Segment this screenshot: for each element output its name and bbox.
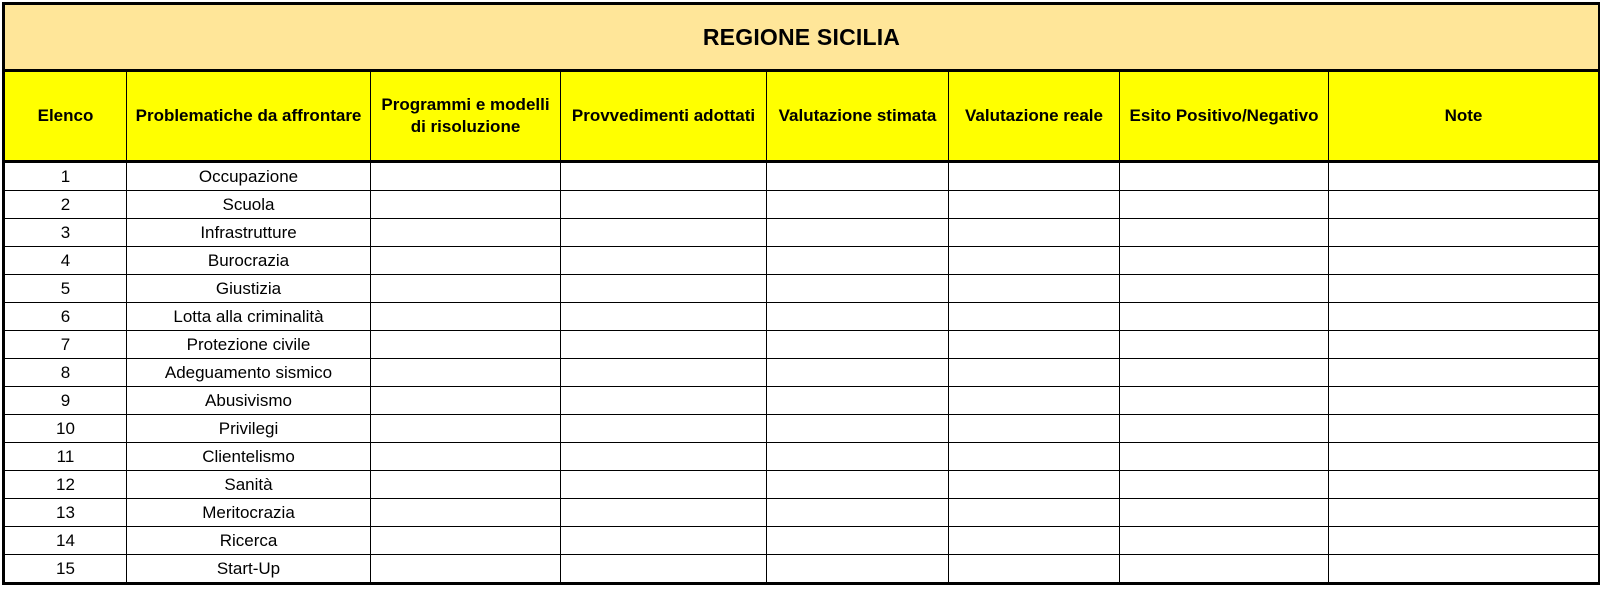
cell-provvedimenti[interactable]	[561, 443, 767, 471]
cell-esito[interactable]	[1120, 555, 1329, 584]
cell-note[interactable]	[1329, 359, 1600, 387]
table-row	[4, 275, 1600, 303]
cell-valutazione-stimata[interactable]	[767, 499, 949, 527]
cell-note[interactable]	[1329, 191, 1600, 219]
cell-valutazione-reale[interactable]	[949, 443, 1120, 471]
cell-elenco[interactable]: 15	[4, 555, 127, 584]
cell-problematica[interactable]: Sanità	[127, 471, 371, 499]
cell-provvedimenti[interactable]	[561, 387, 767, 415]
cell-problematica[interactable]: Infrastrutture	[127, 219, 371, 247]
cell-provvedimenti[interactable]	[561, 191, 767, 219]
table-row	[4, 303, 1600, 331]
cell-elenco[interactable]: 3	[4, 219, 127, 247]
cell-problematica[interactable]: Protezione civile	[127, 331, 371, 359]
header-row	[4, 71, 1600, 162]
cell-esito[interactable]	[1120, 415, 1329, 443]
cell-problematica[interactable]: Burocrazia	[127, 247, 371, 275]
cell-programmi[interactable]	[371, 162, 561, 191]
cell-esito[interactable]	[1120, 219, 1329, 247]
cell-valutazione-stimata[interactable]	[767, 359, 949, 387]
cell-elenco[interactable]: 1	[4, 162, 127, 191]
cell-note[interactable]	[1329, 247, 1600, 275]
cell-elenco[interactable]: 2	[4, 191, 127, 219]
cell-valutazione-stimata[interactable]	[767, 191, 949, 219]
cell-provvedimenti[interactable]	[561, 247, 767, 275]
cell-valutazione-reale[interactable]	[949, 247, 1120, 275]
table-row	[4, 527, 1600, 555]
table-row	[4, 387, 1600, 415]
table-row	[4, 415, 1600, 443]
cell-note[interactable]	[1329, 303, 1600, 331]
cell-esito[interactable]	[1120, 275, 1329, 303]
cell-valutazione-reale[interactable]	[949, 471, 1120, 499]
cell-problematica[interactable]: Occupazione	[127, 162, 371, 191]
cell-programmi[interactable]	[371, 303, 561, 331]
cell-esito[interactable]	[1120, 443, 1329, 471]
cell-note[interactable]	[1329, 555, 1600, 584]
cell-elenco[interactable]: 10	[4, 415, 127, 443]
header-label: Programmi e modelli di risoluzione	[381, 95, 550, 136]
cell-valutazione-reale[interactable]	[949, 359, 1120, 387]
cell-valutazione-stimata[interactable]	[767, 247, 949, 275]
cell-valutazione-stimata[interactable]	[767, 471, 949, 499]
cell-elenco[interactable]: 12	[4, 471, 127, 499]
cell-problematica[interactable]: Adeguamento sismico	[127, 359, 371, 387]
header-esito[interactable]	[1120, 71, 1329, 162]
table-row	[4, 162, 1600, 191]
cell-esito[interactable]	[1120, 359, 1329, 387]
cell-note[interactable]	[1329, 219, 1600, 247]
cell-elenco[interactable]: 5	[4, 275, 127, 303]
cell-provvedimenti[interactable]	[561, 415, 767, 443]
cell-problematica[interactable]: Clientelismo	[127, 443, 371, 471]
cell-valutazione-reale[interactable]	[949, 387, 1120, 415]
cell-valutazione-reale[interactable]	[949, 219, 1120, 247]
cell-provvedimenti[interactable]	[561, 527, 767, 555]
cell-programmi[interactable]	[371, 471, 561, 499]
cell-note[interactable]	[1329, 499, 1600, 527]
cell-provvedimenti[interactable]	[561, 499, 767, 527]
cell-provvedimenti[interactable]	[561, 471, 767, 499]
cell-valutazione-reale[interactable]	[949, 555, 1120, 584]
cell-programmi[interactable]	[371, 443, 561, 471]
header-label: Provvedimenti adottati	[571, 106, 756, 125]
header-label: Valutazione stimata	[778, 106, 937, 125]
cell-provvedimenti[interactable]	[561, 359, 767, 387]
cell-programmi[interactable]	[371, 331, 561, 359]
cell-valutazione-stimata[interactable]	[767, 443, 949, 471]
cell-problematica[interactable]: Ricerca	[127, 527, 371, 555]
cell-programmi[interactable]	[371, 555, 561, 584]
cell-provvedimenti[interactable]	[561, 331, 767, 359]
cell-programmi[interactable]	[371, 219, 561, 247]
cell-programmi[interactable]	[371, 247, 561, 275]
cell-valutazione-stimata[interactable]	[767, 387, 949, 415]
cell-esito[interactable]	[1120, 331, 1329, 359]
cell-esito[interactable]	[1120, 499, 1329, 527]
header-label: Elenco	[37, 106, 94, 125]
cell-valutazione-stimata[interactable]	[767, 162, 949, 191]
cell-problematica[interactable]: Meritocrazia	[127, 499, 371, 527]
cell-provvedimenti[interactable]	[561, 555, 767, 584]
cell-note[interactable]	[1329, 471, 1600, 499]
table-row	[4, 555, 1600, 584]
cell-programmi[interactable]	[371, 499, 561, 527]
cell-programmi[interactable]	[371, 415, 561, 443]
cell-problematica[interactable]: Lotta alla criminalità	[127, 303, 371, 331]
header-label: Note	[1444, 106, 1483, 125]
table-row	[4, 499, 1600, 527]
region-table	[2, 2, 1600, 585]
cell-problematica[interactable]: Giustizia	[127, 275, 371, 303]
cell-programmi[interactable]	[371, 191, 561, 219]
header-elenco[interactable]	[4, 71, 127, 162]
cell-note[interactable]	[1329, 387, 1600, 415]
header-programmi[interactable]	[371, 71, 561, 162]
header-problematiche[interactable]	[127, 71, 371, 162]
cell-programmi[interactable]	[371, 527, 561, 555]
cell-valutazione-reale[interactable]	[949, 415, 1120, 443]
table-row	[4, 219, 1600, 247]
cell-valutazione-reale[interactable]	[949, 275, 1120, 303]
cell-problematica[interactable]: Privilegi	[127, 415, 371, 443]
cell-valutazione-stimata[interactable]	[767, 275, 949, 303]
cell-note[interactable]	[1329, 527, 1600, 555]
table-row	[4, 471, 1600, 499]
header-valutazione-reale[interactable]	[949, 71, 1120, 162]
header-label: Problematiche da affrontare	[135, 106, 362, 125]
cell-provvedimenti[interactable]	[561, 303, 767, 331]
header-note[interactable]	[1329, 71, 1600, 162]
cell-valutazione-reale[interactable]	[949, 162, 1120, 191]
cell-esito[interactable]	[1120, 387, 1329, 415]
cell-valutazione-stimata[interactable]	[767, 303, 949, 331]
cell-programmi[interactable]	[371, 387, 561, 415]
cell-programmi[interactable]	[371, 359, 561, 387]
cell-provvedimenti[interactable]	[561, 162, 767, 191]
cell-elenco[interactable]: 7	[4, 331, 127, 359]
cell-problematica[interactable]: Abusivismo	[127, 387, 371, 415]
title-row	[4, 4, 1600, 71]
table-row	[4, 191, 1600, 219]
cell-esito[interactable]	[1120, 247, 1329, 275]
cell-valutazione-stimata[interactable]	[767, 555, 949, 584]
cell-valutazione-reale[interactable]	[949, 331, 1120, 359]
cell-provvedimenti[interactable]	[561, 219, 767, 247]
cell-elenco[interactable]: 11	[4, 443, 127, 471]
header-label: Valutazione reale	[965, 106, 1103, 125]
cell-esito[interactable]	[1120, 527, 1329, 555]
header-label: Esito Positivo/Negativo	[1129, 106, 1319, 125]
cell-elenco[interactable]: 4	[4, 247, 127, 275]
cell-esito[interactable]	[1120, 303, 1329, 331]
cell-valutazione-stimata[interactable]	[767, 415, 949, 443]
cell-note[interactable]	[1329, 415, 1600, 443]
table-row	[4, 443, 1600, 471]
cell-valutazione-reale[interactable]	[949, 303, 1120, 331]
cell-valutazione-stimata[interactable]	[767, 219, 949, 247]
cell-valutazione-reale[interactable]	[949, 499, 1120, 527]
cell-problematica[interactable]: Scuola	[127, 191, 371, 219]
cell-esito[interactable]	[1120, 162, 1329, 191]
header-valutazione-stimata[interactable]	[767, 71, 949, 162]
cell-elenco[interactable]: 8	[4, 359, 127, 387]
table-title[interactable]: REGIONE SICILIA	[4, 4, 1600, 71]
cell-problematica[interactable]: Start-Up	[127, 555, 371, 584]
cell-note[interactable]	[1329, 275, 1600, 303]
cell-esito[interactable]	[1120, 191, 1329, 219]
table-row	[4, 331, 1600, 359]
cell-elenco[interactable]: 13	[4, 499, 127, 527]
table-row	[4, 359, 1600, 387]
table-row	[4, 247, 1600, 275]
cell-provvedimenti[interactable]	[561, 275, 767, 303]
cell-valutazione-stimata[interactable]	[767, 331, 949, 359]
cell-valutazione-stimata[interactable]	[767, 527, 949, 555]
cell-elenco[interactable]: 14	[4, 527, 127, 555]
cell-note[interactable]	[1329, 162, 1600, 191]
header-provvedimenti[interactable]	[561, 71, 767, 162]
cell-valutazione-reale[interactable]	[949, 191, 1120, 219]
cell-note[interactable]	[1329, 331, 1600, 359]
cell-programmi[interactable]	[371, 275, 561, 303]
cell-elenco[interactable]: 6	[4, 303, 127, 331]
cell-valutazione-reale[interactable]	[949, 527, 1120, 555]
cell-elenco[interactable]: 9	[4, 387, 127, 415]
cell-note[interactable]	[1329, 443, 1600, 471]
cell-esito[interactable]	[1120, 471, 1329, 499]
